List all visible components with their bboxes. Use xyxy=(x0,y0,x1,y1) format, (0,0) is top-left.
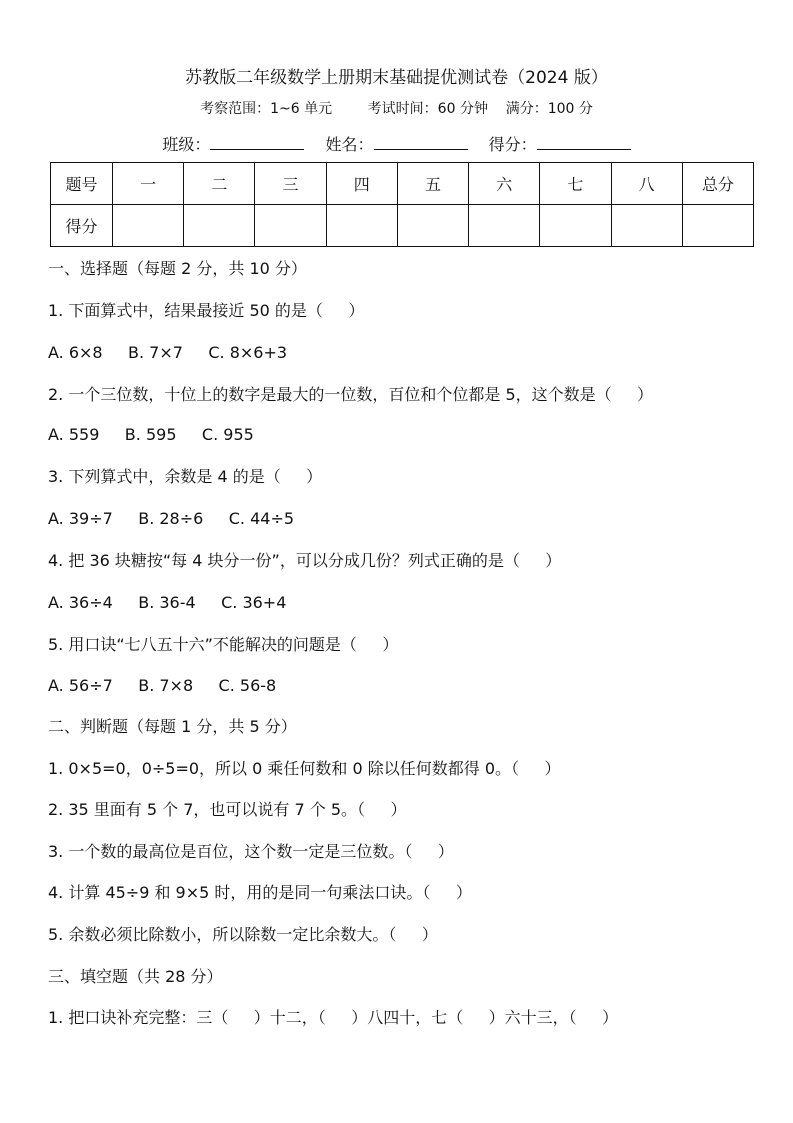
table-cell-section-4: 四 xyxy=(326,163,397,205)
exam-subtitle: 考察范围：1~6 单元 考试时间：60 分钟 满分：100 分 xyxy=(200,101,593,117)
question-1-1: 1. 下面算式中，结果最接近 50 的是（ ） xyxy=(48,301,365,320)
score-cell-1[interactable] xyxy=(113,205,184,247)
score-cell-4[interactable] xyxy=(326,205,397,247)
section-1-heading: 一、选择题（每题 2 分，共 10 分） xyxy=(48,259,307,278)
name-blank[interactable] xyxy=(374,131,468,150)
student-info-row xyxy=(0,131,793,157)
table-cell-section-6: 六 xyxy=(469,163,540,205)
question-2-5: 5. 余数必须比除数小，所以除数一定比余数大。（ ） xyxy=(48,925,438,944)
question-1-3: 3. 下列算式中，余数是 4 的是（ ） xyxy=(48,467,323,486)
table-cell-score-label: 得分 xyxy=(51,205,113,247)
question-1-4-options: A. 36÷4 B. 36-4 C. 36+4 xyxy=(48,593,287,612)
score-table-score-row xyxy=(51,205,754,247)
question-2-3: 3. 一个数的最高位是百位，这个数一定是三位数。（ ） xyxy=(48,842,454,861)
question-3-1: 1. 把口诀补充完整：三（ ）十二，（ ）八四十，七（ ）六十三，（ ） xyxy=(48,1008,619,1027)
table-cell-total: 总分 xyxy=(682,163,753,205)
question-1-5-options: A. 56÷7 B. 7×8 C. 56-8 xyxy=(48,676,277,695)
name-field xyxy=(325,131,467,157)
table-cell-section-1: 一 xyxy=(113,163,184,205)
question-1-3-options: A. 39÷7 B. 28÷6 C. 44÷5 xyxy=(48,509,295,528)
score-cell-8[interactable] xyxy=(611,205,682,247)
question-2-1: 1. 0×5=0，0÷5=0，所以 0 乘任何数和 0 除以任何数都得 0。（ ） xyxy=(48,759,561,778)
score-label: 得分： xyxy=(488,135,537,154)
question-1-2: 2. 一个三位数，十位上的数字是最大的一位数，百位和个位都是 5，这个数是（ ） xyxy=(48,385,654,404)
exam-title: 苏教版二年级数学上册期末基础提优测试卷（2024 版） xyxy=(185,68,608,88)
table-cell-section-7: 七 xyxy=(540,163,611,205)
table-cell-section-5: 五 xyxy=(397,163,468,205)
score-cell-total[interactable] xyxy=(682,205,753,247)
name-label: 姓名： xyxy=(325,135,374,154)
question-1-5: 5. 用口诀“七八五十六”不能解决的问题是（ ） xyxy=(48,635,399,654)
class-blank[interactable] xyxy=(210,131,304,150)
score-cell-2[interactable] xyxy=(184,205,255,247)
table-cell-section-2: 二 xyxy=(184,163,255,205)
section-2-heading: 二、判断题（每题 1 分，共 5 分） xyxy=(48,717,297,736)
question-2-4: 4. 计算 45÷9 和 9×5 时，用的是同一句乘法口诀。（ ） xyxy=(48,883,472,902)
score-cell-7[interactable] xyxy=(540,205,611,247)
score-cell-3[interactable] xyxy=(255,205,326,247)
table-cell-section-8: 八 xyxy=(611,163,682,205)
question-2-2: 2. 35 里面有 5 个 7，也可以说有 7 个 5。（ ） xyxy=(48,800,407,819)
table-cell-question-number: 题号 xyxy=(51,163,113,205)
section-3-heading: 三、填空题（共 28 分） xyxy=(48,967,223,986)
score-field xyxy=(489,131,631,157)
score-table xyxy=(50,162,754,247)
score-blank[interactable] xyxy=(537,131,631,150)
table-cell-section-3: 三 xyxy=(255,163,326,205)
score-cell-6[interactable] xyxy=(469,205,540,247)
class-label: 班级： xyxy=(162,135,211,154)
question-1-2-options: A. 559 B. 595 C. 955 xyxy=(48,425,254,444)
class-field xyxy=(162,131,304,157)
score-table-header-row xyxy=(51,163,754,205)
question-1-1-options: A. 6×8 B. 7×7 C. 8×6+3 xyxy=(48,343,288,362)
score-cell-5[interactable] xyxy=(397,205,468,247)
question-1-4: 4. 把 36 块糖按“每 4 块分一份”，可以分成几份？列式正确的是（ ） xyxy=(48,551,562,570)
